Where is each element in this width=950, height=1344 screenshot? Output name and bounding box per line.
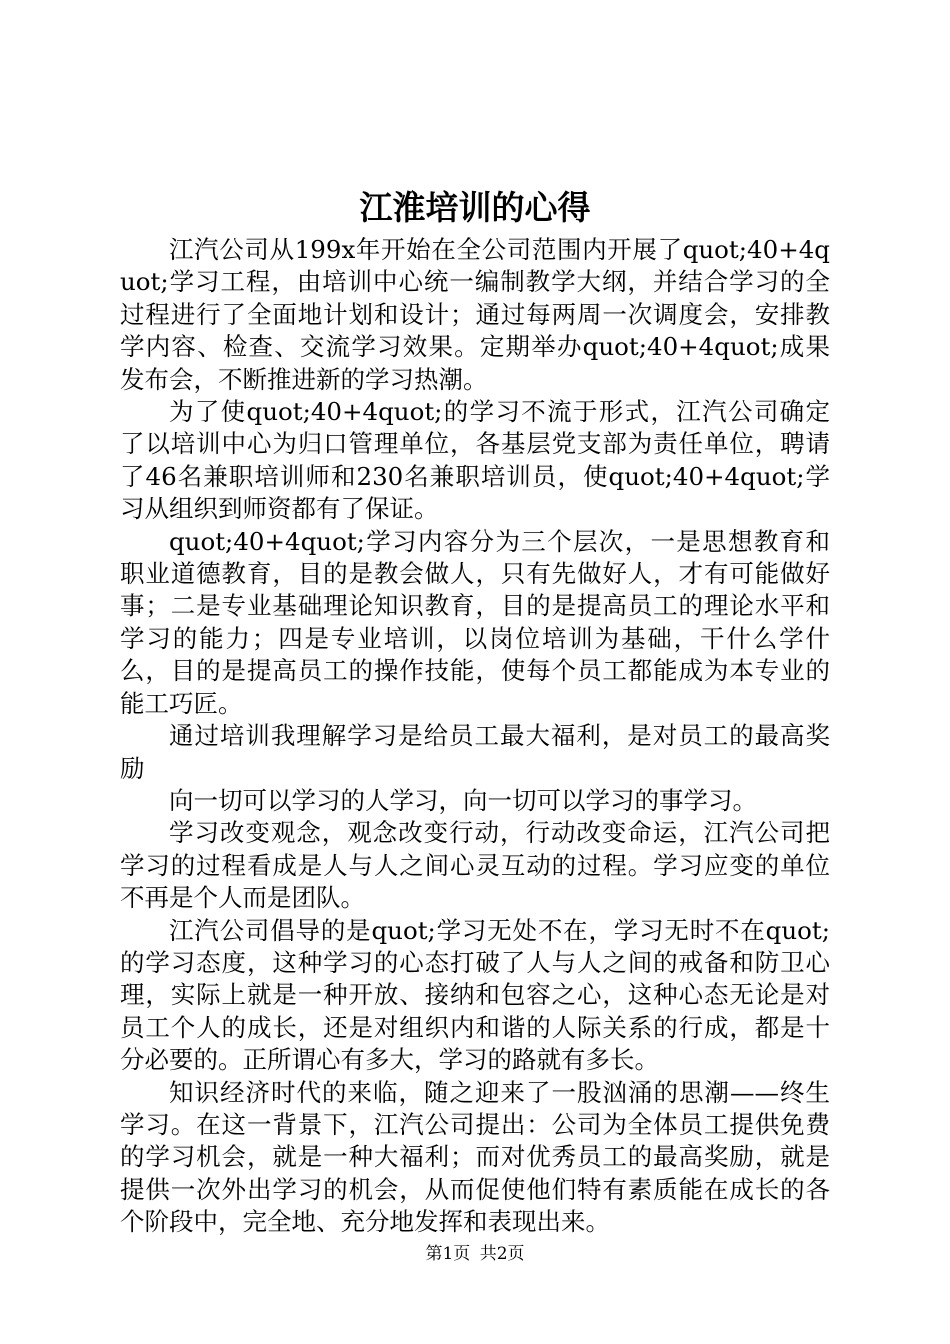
paragraph: quot;40+4quot;学习内容分为三个层次，一是思想教育和职业道德教育，目的是教会做人，只有先做好人，才有可能做好事；二是专业基础理论知识教育，目的是提高员工的理论水平和学习的能力；四是专业培训，以岗位培训为基础，干什么学什么，目的是提高员工的操作技能，使每个员工都能成为本专业的能工巧匠。 [120,526,830,718]
document-body [120,234,830,1239]
page-total: 共2页 [479,1244,525,1264]
paragraph: 为了使quot;40+4quot;的学习不流于形式，江汽公司确定了以培训中心为归口管理单位，各基层党支部为责任单位，聘请了46名兼职培训师和230名兼职培训员，使quot;40+4quot;学习从组织到师资都有了保证。 [120,397,830,524]
paragraph: 学习改变观念，观念改变行动，行动改变命运，江汽公司把学习的过程看成是人与人之间心灵互动的过程。学习应变的单位不再是个人而是团队。 [120,818,830,913]
paragraph: 江汽公司倡导的是quot;学习无处不在，学习无时不在quot;的学习态度，这种学习的心态打破了人与人之间的戒备和防卫心理，实际上就是一种开放、接纳和包容之心，这种心态无论是对员工个人的成长，还是对组织内和谐的人际关系的行成，都是十分必要的。正所谓心有多大，学习的路就有多长。 [120,915,830,1075]
paragraph: 知识经济时代的来临，随之迎来了一股汹涌的思潮——终生学习。在这一背景下，江汽公司提出：公司为全体员工提供免费的学习机会，就是一种大福利；而对优秀员工的最高奖励，就是提供一次外出学习的机会，从而促使他们特有素质能在成长的各个阶段中，完全地、充分地发挥和表现出来。 [120,1077,830,1237]
page-title: 江淮培训的心得 [359,188,591,227]
page-number: 第1页 [425,1244,471,1264]
paragraph: 向一切可以学习的人学习，向一切可以学习的事学习。 [169,785,757,815]
page-footer [0,1242,950,1266]
paragraph: 通过培训我理解学习是给员工最大福利，是对员工的最高奖励 [120,721,830,783]
paragraph: 江汽公司从199x年开始在全公司范围内开展了quot;40+4quot;学习工程，由培训中心统一编制教学大纲，并结合学习的全过程进行了全面地计划和设计；通过每两周一次调度会，安排教学内容、检查、交流学习效果。定期举办quot;40+4quot;成果发布会，不断推进新的学习热潮。 [120,235,830,394]
